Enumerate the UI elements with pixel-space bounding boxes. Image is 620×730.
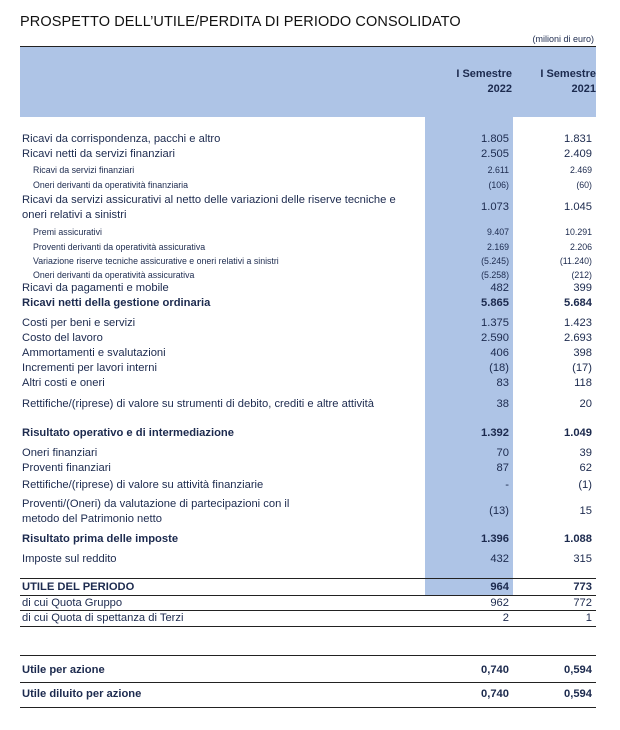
row-value-2021: 0,594 — [564, 688, 592, 700]
row-value-2022: 482 — [490, 282, 509, 294]
divider — [20, 578, 596, 579]
row-value-2021: 39 — [579, 447, 592, 459]
row-value-2021: 2.206 — [569, 242, 592, 252]
row-value-2022: (13) — [489, 505, 509, 517]
row-label: Utile per azione — [22, 664, 105, 676]
row-label: Costi per beni e servizi — [22, 317, 136, 329]
row-value-2022: 1.805 — [481, 133, 509, 145]
units-note: (milioni di euro) — [532, 34, 594, 44]
row-value-2022: 0,740 — [481, 664, 509, 676]
row-label: Ricavi da servizi finanziari — [33, 165, 135, 175]
row-value-2022: 2.590 — [481, 332, 509, 344]
row-value-2022: 9.407 — [486, 227, 509, 237]
row-label: Oneri derivanti da operatività assicurativa — [33, 270, 195, 280]
row-value-2021: 1 — [585, 612, 592, 624]
row-label: Risultato prima delle imposte — [22, 533, 179, 545]
divider — [20, 707, 596, 708]
column-header-2021-line1: I Semestre — [540, 68, 596, 80]
row-value-2022: 87 — [496, 462, 509, 474]
row-label: Proventi/(Oneri) da valutazione di partecipazioni con il metodo del Patrimonio netto — [22, 498, 290, 525]
row-value-2022: 1.073 — [481, 201, 509, 213]
row-label: Ricavi da pagamenti e mobile — [22, 282, 169, 294]
row-value-2022: (106) — [488, 180, 509, 190]
row-value-2021: 398 — [573, 347, 592, 359]
row-value-2021: 0,594 — [564, 664, 592, 676]
row-value-2021: 1.831 — [564, 133, 592, 145]
row-value-2021: 1.045 — [564, 201, 592, 213]
row-value-2021: 772 — [573, 597, 592, 609]
row-label: Imposte sul reddito — [22, 553, 117, 565]
row-value-2021: 1.423 — [564, 317, 592, 329]
row-value-2021: (11.240) — [559, 256, 592, 266]
row-value-2022: 83 — [496, 377, 509, 389]
row-label: Ammortamenti e svalutazioni — [22, 347, 166, 359]
row-value-2022: 1.396 — [481, 533, 509, 545]
row-label: Risultato operativo e di intermediazione — [22, 427, 234, 439]
row-label: Rettifiche/(riprese) di valore su strumenti di debito, crediti e altre attività — [22, 398, 374, 410]
row-value-2022: 406 — [490, 347, 509, 359]
row-value-2021: 2.693 — [564, 332, 592, 344]
row-value-2021: 20 — [579, 398, 592, 410]
row-value-2022: 38 — [496, 398, 509, 410]
row-label: Ricavi da corrispondenza, pacchi e altro — [22, 133, 221, 145]
row-value-2021: 10.291 — [565, 227, 592, 237]
row-value-2022: 432 — [490, 553, 509, 565]
row-label: Utile diluito per azione — [22, 688, 142, 700]
row-label: Costo del lavoro — [22, 332, 103, 344]
row-value-2021: 1.088 — [564, 533, 592, 545]
row-value-2021: 2.469 — [569, 165, 592, 175]
column-header-2021 — [540, 67, 596, 97]
row-value-2022: 2.611 — [487, 165, 509, 175]
row-label: Incrementi per lavori interni — [22, 362, 157, 374]
row-label: Oneri finanziari — [22, 447, 98, 459]
row-value-2021: 5.684 — [564, 297, 592, 309]
column-header-2022-line1: I Semestre — [456, 68, 512, 80]
row-label: Proventi finanziari — [22, 462, 111, 474]
row-value-2022: 2 — [502, 612, 509, 624]
divider — [20, 682, 596, 683]
row-label: Ricavi netti della gestione ordinaria — [22, 297, 211, 309]
row-value-2021: 315 — [573, 553, 592, 565]
column-header-2021-line2: 2021 — [571, 83, 596, 95]
row-value-2021: 15 — [579, 505, 592, 517]
row-value-2022: (5.258) — [481, 270, 509, 280]
row-label: Altri costi e oneri — [22, 377, 105, 389]
row-value-2021: (60) — [576, 180, 592, 190]
divider — [20, 655, 596, 656]
row-value-2021: 2.409 — [564, 148, 592, 160]
row-label: Rettifiche/(riprese) di valore su attività finanziarie — [22, 479, 264, 491]
row-value-2021: 1.049 — [564, 427, 592, 439]
row-value-2022: (5.245) — [481, 256, 509, 266]
column-header-2022 — [456, 67, 512, 97]
row-label: Ricavi da servizi assicurativi al netto delle variazioni delle riserve tecniche e oneri relativi a sinistri — [22, 194, 396, 221]
row-label: Premi assicurativi — [33, 227, 102, 237]
divider — [20, 610, 596, 611]
row-value-2022: 5.865 — [481, 297, 509, 309]
column-header-2022-line2: 2022 — [487, 83, 512, 95]
row-value-2021: 118 — [574, 377, 592, 389]
row-label: di cui Quota di spettanza di Terzi — [22, 612, 184, 624]
table-row — [20, 497, 596, 527]
row-value-2022: 70 — [496, 447, 509, 459]
table-row — [20, 193, 596, 223]
row-label: Variazione riserve tecniche assicurative e oneri relativi a sinistri — [33, 256, 279, 266]
row-value-2022: 1.392 — [481, 427, 509, 439]
row-label: di cui Quota Gruppo — [22, 597, 123, 609]
row-value-2022: 2.505 — [481, 148, 509, 160]
row-value-2021: 62 — [579, 462, 592, 474]
row-value-2022: 962 — [490, 597, 509, 609]
row-value-2022: 2.169 — [486, 242, 509, 252]
page-title: PROSPETTO DELL’UTILE/PERDITA DI PERIODO CONSOLIDATO — [20, 14, 461, 30]
row-label: Ricavi netti da servizi finanziari — [22, 148, 175, 160]
row-value-2021: (212) — [571, 270, 592, 280]
row-value-2021: (1) — [578, 479, 592, 491]
row-value-2022: 1.375 — [481, 317, 509, 329]
row-value-2021: 399 — [573, 282, 592, 294]
row-label: Proventi derivanti da operatività assicurativa — [33, 242, 206, 252]
row-label: Oneri derivanti da operatività finanziaria — [33, 180, 189, 190]
row-value-2022: - — [505, 479, 509, 491]
divider — [20, 626, 596, 627]
row-value-2022: 964 — [490, 581, 509, 593]
row-value-2022: 0,740 — [481, 688, 509, 700]
row-value-2021: (17) — [572, 362, 592, 374]
row-label: UTILE DEL PERIODO — [22, 581, 135, 593]
row-value-2021: 773 — [573, 581, 592, 593]
row-value-2022: (18) — [489, 362, 509, 374]
divider — [20, 595, 596, 596]
